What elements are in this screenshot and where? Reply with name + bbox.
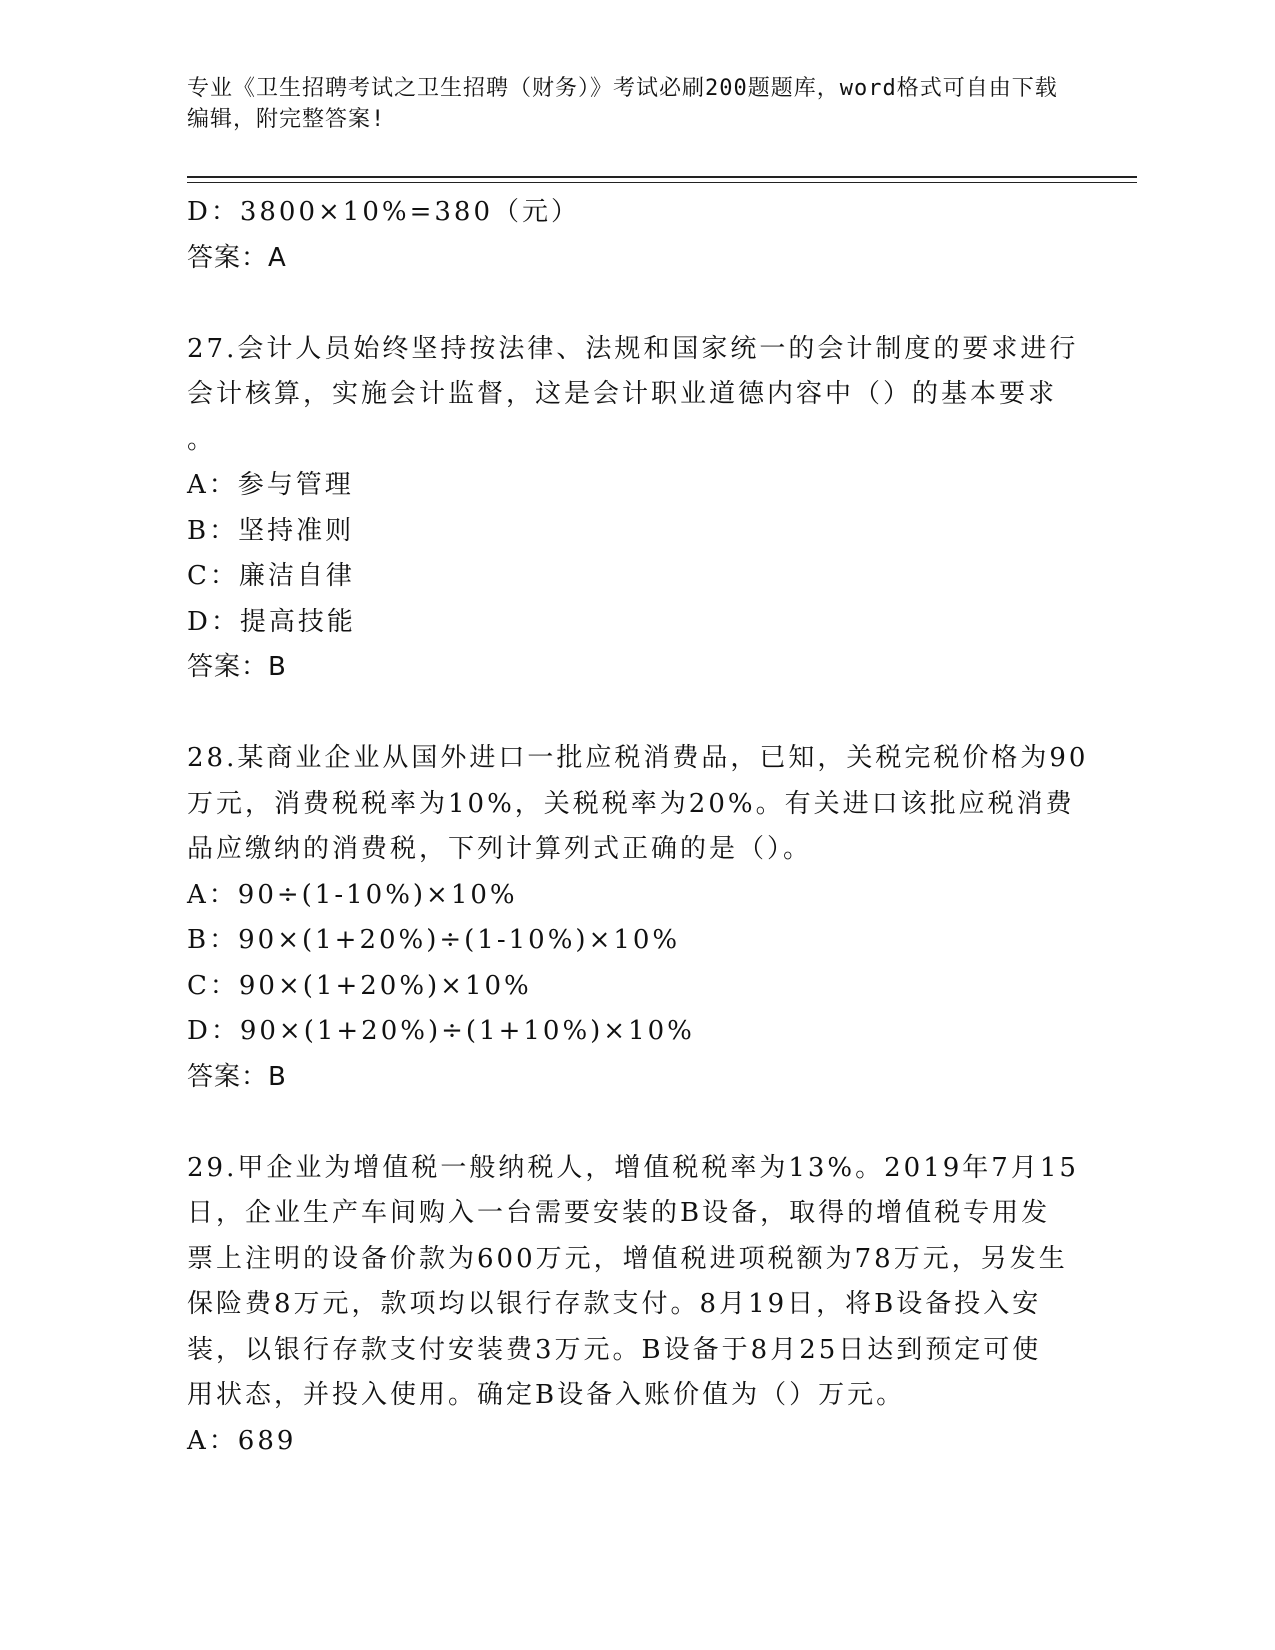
header-rule-thin <box>187 182 1137 183</box>
q28-stem-line: 品应缴纳的消费税，下列计算列式正确的是（）。 <box>187 834 813 864</box>
question-27 <box>187 327 1087 691</box>
document-body <box>187 190 1087 1464</box>
q29-stem-line: 日，企业生产车间购入一台需要安装的B设备，取得的增值税专用发 <box>187 1198 1051 1228</box>
header-title: 专业《卫生招聘考试之卫生招聘（财务）》考试必刷200题题库，word格式可自由下载编辑，附完整答案! <box>187 76 1058 132</box>
q29-option-a: A：689 <box>187 1425 297 1456</box>
spacer <box>187 1100 1087 1146</box>
prev-answer: 答案：A <box>187 242 287 273</box>
q28-answer: 答案：B <box>187 1061 287 1092</box>
q28-option-d: D：90×(1+20%)÷(1+10%)×10% <box>187 1016 695 1046</box>
q27-option-d: D：提高技能 <box>187 606 356 637</box>
q28-stem-line: 28.某商业企业从国外进口一批应税消费品，已知，关税完税价格为90 <box>187 743 1089 773</box>
q29-stem-line: 装，以银行存款支付安装费3万元。B设备于8月25日达到预定可使 <box>187 1334 1042 1365</box>
q27-stem-line: 。 <box>187 424 217 455</box>
q28-option-a: A：90÷(1-10%)×10% <box>187 879 518 910</box>
spacer <box>187 281 1087 327</box>
q29-stem-line: 保险费8万元，款项均以银行存款支付。8月19日，将B设备投入安 <box>187 1289 1042 1319</box>
q27-stem-line: 会计核算，实施会计监督，这是会计职业道德内容中（）的基本要求 <box>187 379 1058 409</box>
question-29 <box>187 1146 1087 1465</box>
q27-option-b: B：坚持准则 <box>187 515 355 546</box>
question-28 <box>187 736 1087 1100</box>
q28-option-b: B：90×(1+20%)÷(1-10%)×10% <box>187 925 681 955</box>
q27-stem-line: 27.会计人员始终坚持按法律、法规和国家统一的会计制度的要求进行 <box>187 333 1079 364</box>
prev-option-d: D：3800×10%=380（元） <box>187 197 580 227</box>
q29-stem-line: 用状态，并投入使用。确定B设备入账价值为（）万元。 <box>187 1380 906 1410</box>
q27-answer: 答案：B <box>187 652 287 682</box>
q27-option-c: C：廉洁自律 <box>187 561 355 591</box>
q28-option-c: C：90×(1+20%)×10% <box>187 970 532 1001</box>
q27-option-a: A：参与管理 <box>187 470 354 500</box>
document-header <box>187 73 1067 135</box>
spacer <box>187 691 1087 737</box>
q28-stem-line: 万元，消费税税率为10%，关税税率为20%。有关进口该批应税消费 <box>187 788 1075 819</box>
q29-stem-line: 票上注明的设备价款为600万元，增值税进项税额为78万元，另发生 <box>187 1243 1068 1274</box>
q29-stem-line: 29.甲企业为增值税一般纳税人，增值税税率为13%。2019年7月15 <box>187 1152 1079 1183</box>
header-rule-thick <box>187 176 1137 178</box>
